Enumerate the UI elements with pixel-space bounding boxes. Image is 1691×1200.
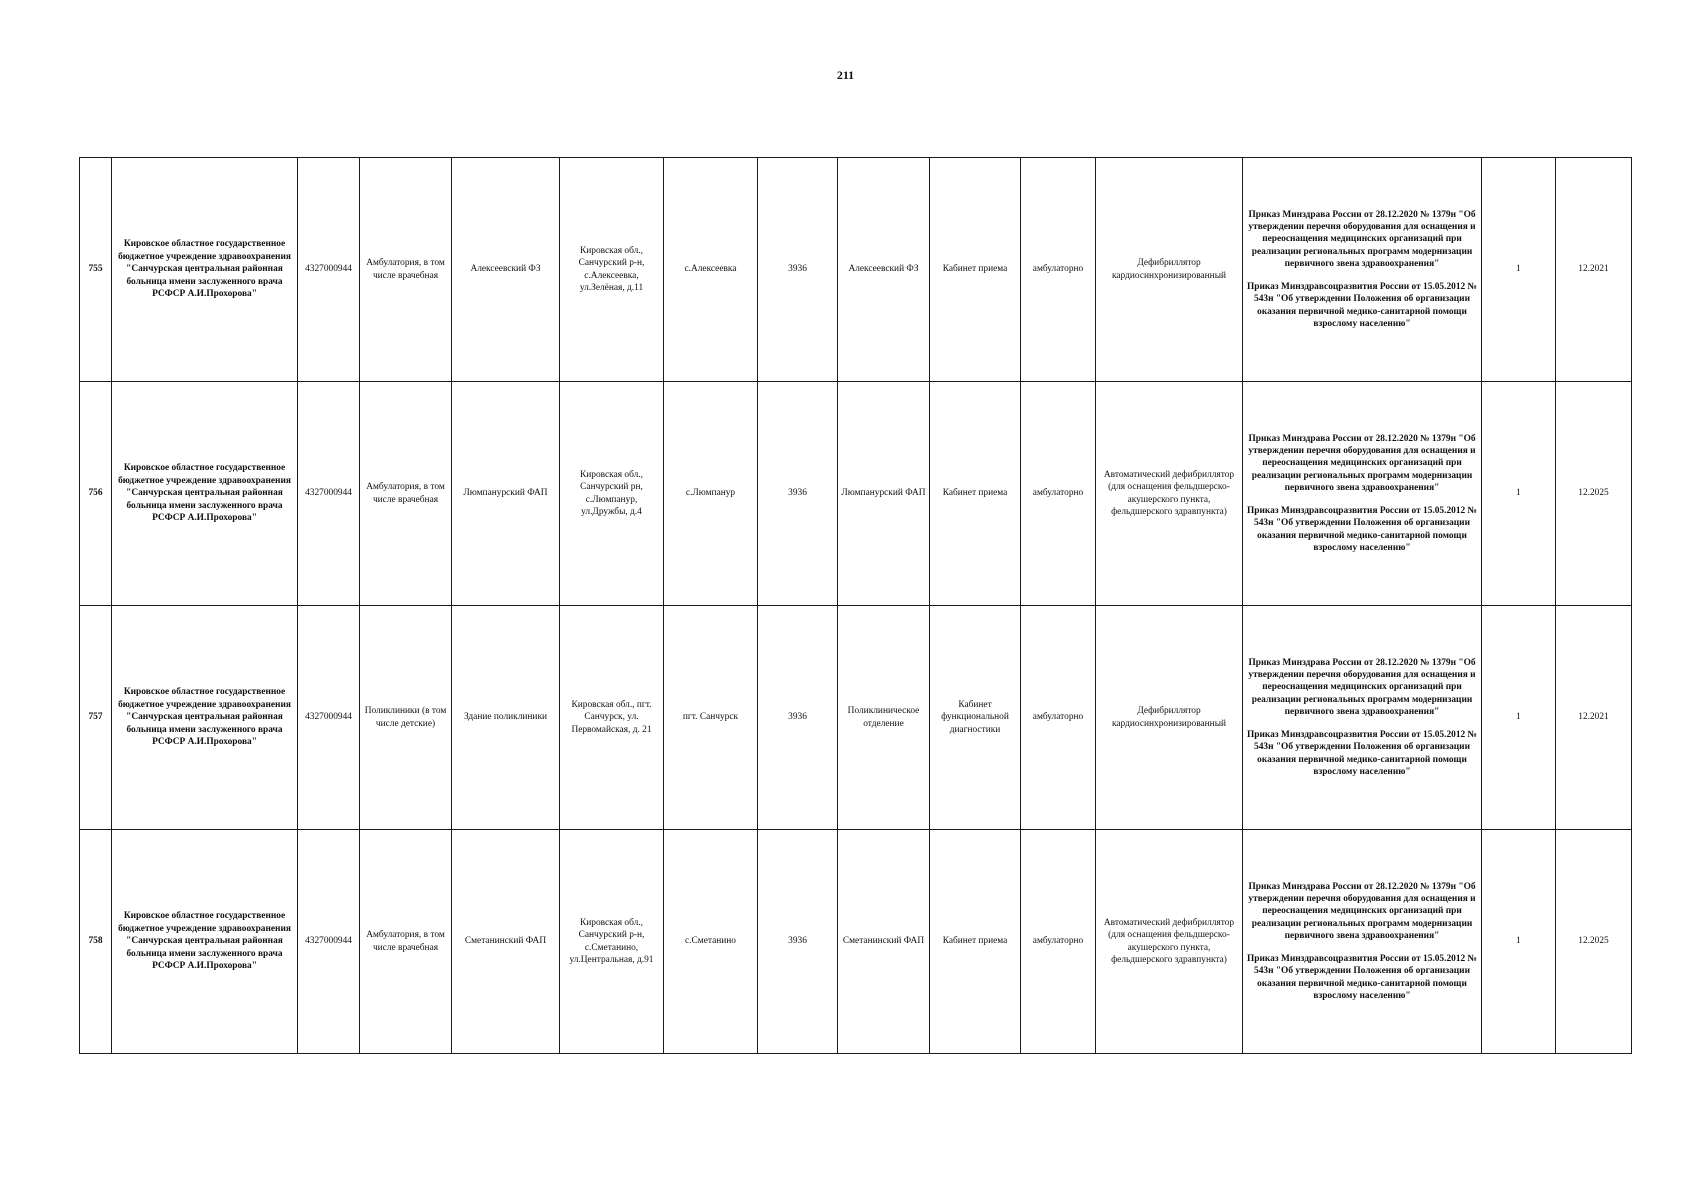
equipment-cell: Автоматический дефибриллятор (для оснащения фельдшерско-акушерского пункта, фельдшерского здравпункта) <box>1096 382 1243 606</box>
address-cell: Кировская обл., Санчурский р-н, с.Алексеевка, ул.Зелёная, д.11 <box>560 158 664 382</box>
building-cell: Сметанинский ФАП <box>452 830 560 1054</box>
unit-cell: Люмпанурский ФАП <box>838 382 930 606</box>
table-row <box>80 382 1632 606</box>
unit-cell: Поликлиническое отделение <box>838 606 930 830</box>
facility-type-cell: Амбулатория, в том числе врачебная <box>360 158 452 382</box>
regulation-order-1379n: Приказ Минздрава России от 28.12.2020 № 1379н "Об утверждении перечня оборудования для оснащения и переоснащения медицинских организаций при реализации региональных программ модернизации первичного звена здравоохранения" <box>1248 433 1476 494</box>
locality-cell: пгт. Санчурск <box>664 606 758 830</box>
equipment-cell: Дефибриллятор кардиосинхронизированный <box>1096 158 1243 382</box>
quantity-cell: 1 <box>1482 606 1556 830</box>
table-row <box>80 606 1632 830</box>
address-cell: Кировская обл., пгт. Санчурск, ул. Первомайская, д. 21 <box>560 606 664 830</box>
regulation-cell <box>1243 158 1482 382</box>
address-cell: Кировская обл., Санчурский рн, с.Люмпанур, ул.Дружбы, д.4 <box>560 382 664 606</box>
table-row <box>80 158 1632 382</box>
date-cell: 12.2021 <box>1556 606 1632 830</box>
organization-cell: Кировское областное государственное бюджетное учреждение здравоохранения "Санчурская центральная районная больница имени заслуженного врача РСФСР А.И.Прохорова" <box>112 830 298 1054</box>
organization-cell: Кировское областное государственное бюджетное учреждение здравоохранения "Санчурская центральная районная больница имени заслуженного врача РСФСР А.И.Прохорова" <box>112 158 298 382</box>
facility-type-cell: Поликлиники (в том числе детские) <box>360 606 452 830</box>
code-cell: 3936 <box>758 382 838 606</box>
inn-cell: 4327000944 <box>298 158 360 382</box>
room-cell: Кабинет приема <box>930 158 1021 382</box>
row-number: 757 <box>80 606 112 830</box>
row-number: 756 <box>80 382 112 606</box>
regulation-order-1379n: Приказ Минздрава России от 28.12.2020 № 1379н "Об утверждении перечня оборудования для оснащения и переоснащения медицинских организаций при реализации региональных программ модернизации первичного звена здравоохранения" <box>1248 657 1476 718</box>
regulation-order-543n: Приказ Минздравсоцразвития России от 15.05.2012 № 543н "Об утверждении Положения об организации оказания первичной медико-санитарной помощи взрослому населению" <box>1247 729 1477 777</box>
unit-cell: Сметанинский ФАП <box>838 830 930 1054</box>
unit-cell: Алексеевский ФЗ <box>838 158 930 382</box>
locality-cell: с.Сметанино <box>664 830 758 1054</box>
regulation-order-543n: Приказ Минздравсоцразвития России от 15.05.2012 № 543н "Об утверждении Положения об организации оказания первичной медико-санитарной помощи взрослому населению" <box>1247 281 1477 329</box>
room-cell: Кабинет функциональной диагностики <box>930 606 1021 830</box>
code-cell: 3936 <box>758 830 838 1054</box>
regulation-order-543n: Приказ Минздравсоцразвития России от 15.05.2012 № 543н "Об утверждении Положения об организации оказания первичной медико-санитарной помощи взрослому населению" <box>1247 505 1477 553</box>
regulation-order-1379n: Приказ Минздрава России от 28.12.2020 № 1379н "Об утверждении перечня оборудования для оснащения и переоснащения медицинских организаций при реализации региональных программ модернизации первичного звена здравоохранения" <box>1248 881 1476 942</box>
equipment-cell: Дефибриллятор кардиосинхронизированный <box>1096 606 1243 830</box>
locality-cell: с.Алексеевка <box>664 158 758 382</box>
facility-type-cell: Амбулатория, в том числе врачебная <box>360 830 452 1054</box>
regulation-cell <box>1243 606 1482 830</box>
equipment-table <box>79 157 1632 1054</box>
row-number: 755 <box>80 158 112 382</box>
care-mode-cell: амбулаторно <box>1021 606 1096 830</box>
table-row <box>80 830 1632 1054</box>
care-mode-cell: амбулаторно <box>1021 830 1096 1054</box>
equipment-cell: Автоматический дефибриллятор (для оснащения фельдшерско-акушерского пункта, фельдшерского здравпункта) <box>1096 830 1243 1054</box>
address-cell: Кировская обл., Санчурский р-н, с.Сметанино, ул.Центральная, д.91 <box>560 830 664 1054</box>
inn-cell: 4327000944 <box>298 606 360 830</box>
room-cell: Кабинет приема <box>930 830 1021 1054</box>
regulation-order-1379n: Приказ Минздрава России от 28.12.2020 № 1379н "Об утверждении перечня оборудования для оснащения и переоснащения медицинских организаций при реализации региональных программ модернизации первичного звена здравоохранения" <box>1248 209 1476 270</box>
building-cell: Здание поликлиники <box>452 606 560 830</box>
inn-cell: 4327000944 <box>298 382 360 606</box>
locality-cell: с.Люмпанур <box>664 382 758 606</box>
care-mode-cell: амбулаторно <box>1021 158 1096 382</box>
building-cell: Алексеевский ФЗ <box>452 158 560 382</box>
quantity-cell: 1 <box>1482 382 1556 606</box>
date-cell: 12.2025 <box>1556 382 1632 606</box>
page-number: 211 <box>836 68 855 82</box>
code-cell: 3936 <box>758 606 838 830</box>
inn-cell: 4327000944 <box>298 830 360 1054</box>
regulation-order-543n: Приказ Минздравсоцразвития России от 15.05.2012 № 543н "Об утверждении Положения об организации оказания первичной медико-санитарной помощи взрослому населению" <box>1247 953 1477 1001</box>
facility-type-cell: Амбулатория, в том числе врачебная <box>360 382 452 606</box>
organization-cell: Кировское областное государственное бюджетное учреждение здравоохранения "Санчурская центральная районная больница имени заслуженного врача РСФСР А.И.Прохорова" <box>112 606 298 830</box>
quantity-cell: 1 <box>1482 158 1556 382</box>
care-mode-cell: амбулаторно <box>1021 382 1096 606</box>
quantity-cell: 1 <box>1482 830 1556 1054</box>
organization-cell: Кировское областное государственное бюджетное учреждение здравоохранения "Санчурская центральная районная больница имени заслуженного врача РСФСР А.И.Прохорова" <box>112 382 298 606</box>
row-number: 758 <box>80 830 112 1054</box>
regulation-cell <box>1243 830 1482 1054</box>
building-cell: Люмпанурский ФАП <box>452 382 560 606</box>
room-cell: Кабинет приема <box>930 382 1021 606</box>
date-cell: 12.2025 <box>1556 830 1632 1054</box>
regulation-cell <box>1243 382 1482 606</box>
date-cell: 12.2021 <box>1556 158 1632 382</box>
code-cell: 3936 <box>758 158 838 382</box>
